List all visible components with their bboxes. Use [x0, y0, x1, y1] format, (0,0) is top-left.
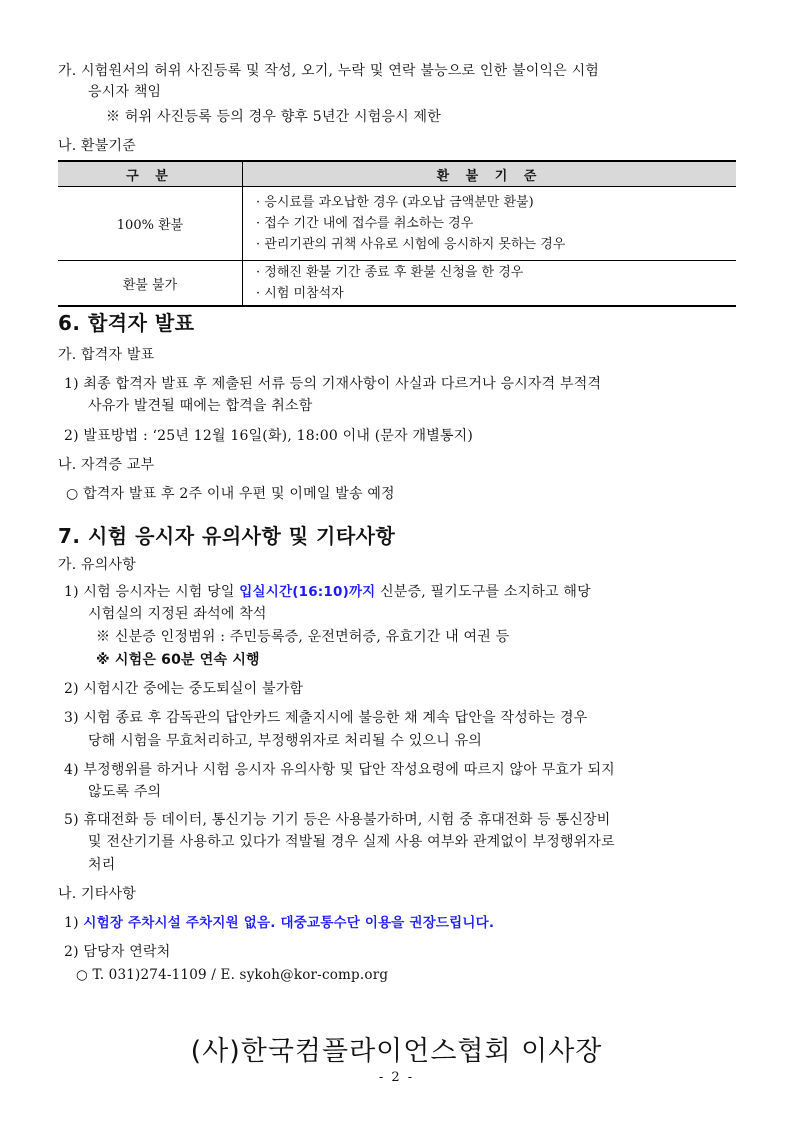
sec7-item1-line2: 시험실의 지정된 좌석에 착석	[88, 606, 267, 622]
sec7-item2: 2) 시험시간 중에는 중도퇴실이 불가함	[64, 681, 304, 697]
table-row	[58, 261, 736, 307]
sec7-item5-line3: 처리	[88, 857, 116, 873]
sec6-na: 나. 자격증 교부	[58, 457, 155, 473]
sec7-na: 나. 기타사항	[58, 886, 136, 902]
sec7-item4-line2: 않도록 주의	[88, 784, 162, 800]
sec7-item5-line1: 5) 휴대전화 등 데이터, 통신기능 기기 등은 사용불가하며, 시험 중 휴대전화 등 통신장비	[64, 812, 611, 828]
id-note: ※ 신분증 인정범위 : 주민등록증, 운전면허증, 유효기간 내 여권 등	[96, 629, 510, 645]
criteria-item: · 정해진 환불 기간 종료 후 환불 신청을 한 경우	[256, 265, 524, 280]
criteria-item: · 관리기관의 귀책 사유로 시험에 응시하지 못하는 경우	[256, 237, 566, 252]
table-row	[58, 187, 736, 261]
sec7-item1-pre: 1) 시험 응시자는 시험 당일	[64, 584, 240, 600]
sec6-ga: 가. 합격자 발표	[58, 347, 155, 363]
refund-criteria-title: 나. 환불기준	[58, 138, 136, 154]
criteria-item: · 접수 기간 내에 접수를 취소하는 경우	[256, 216, 474, 231]
sec7-na-item1	[64, 913, 494, 933]
criteria-item: · 시험 미참석자	[256, 286, 344, 301]
parking-notice: 시험장 주차시설 주차지원 없음. 대중교통수단 이용을 권장드립니다.	[83, 915, 495, 931]
sec7-item3-line2: 당해 시험을 무효처리하고, 부정행위자로 처리될 수 있으니 유의	[88, 733, 483, 749]
sec7-na-item2: 2) 담당자 연락처	[64, 944, 171, 960]
issuer-signature: (사)한국컴플라이언스협회 이사장	[190, 1036, 603, 1067]
row-criteria	[243, 261, 737, 307]
notice-ga-line2: 응시자 책임	[88, 84, 162, 100]
notice-ga-line1: 가. 시험원서의 허위 사진등록 및 작성, 오기, 누락 및 연락 불능으로 인한 불이익은 시험	[58, 63, 600, 79]
refund-table	[58, 160, 736, 307]
sec6-na-item: ○ 합격자 발표 후 2주 이내 우편 및 이메일 발송 예정	[66, 486, 395, 502]
sec7-item4-line1: 4) 부정행위를 하거나 시험 응시자 유의사항 및 답안 작성요령에 따르지 않아 무효가 되지	[64, 762, 615, 778]
notice-ga-note: ※ 허위 사진등록 등의 경우 향후 5년간 시험응시 제한	[106, 109, 441, 125]
section-6-title: 6. 합격자 발표	[58, 311, 195, 335]
row-criteria	[243, 187, 737, 261]
sec6-item1-line2: 사유가 발견될 때에는 합격을 취소함	[88, 398, 313, 414]
sec7-na-item1-num: 1)	[64, 915, 84, 931]
entry-time-highlight: 입실시간(16:10)까지	[239, 584, 376, 600]
sec7-item5-line2: 및 전산기기를 사용하고 있다가 적발될 경우 실제 사용 여부와 관계없이 부정행위자로	[88, 834, 615, 850]
duration-note: ※ 시험은 60분 연속 시행	[96, 652, 260, 668]
row-category: 100% 환불	[58, 187, 243, 261]
sec7-item3-line1: 3) 시험 종료 후 감독관의 답안카드 제출지시에 불응한 채 계속 답안을 작성하는 경우	[64, 710, 588, 726]
sec6-item2: 2) 발표방법 : ‘25년 12월 16일(화), 18:00 이내 (문자 개별통지)	[64, 428, 474, 444]
section-7-title: 7. 시험 응시자 유의사항 및 기타사항	[58, 524, 396, 548]
sec7-ga: 가. 유의사항	[58, 557, 136, 573]
refund-table-header	[58, 161, 736, 187]
header-category: 구 분	[58, 161, 243, 187]
sec6-item1-line1: 1) 최종 합격자 발표 후 제출된 서류 등의 기재사항이 사실과 다르거나 응시자격 부적격	[64, 376, 602, 392]
criteria-item: · 응시료를 과오납한 경우 (과오납 금액분만 환불)	[256, 195, 534, 210]
sec7-item1-line1	[64, 582, 591, 602]
sec7-item1-post: 신분증, 필기도구를 소지하고 해당	[375, 584, 591, 600]
header-criteria: 환 불 기 준	[243, 161, 737, 187]
row-category: 환불 불가	[58, 261, 243, 307]
contact-info: ○ T. 031)274-1109 / E. sykoh@kor-comp.org	[76, 967, 389, 983]
page-number: - 2 -	[378, 1070, 415, 1085]
